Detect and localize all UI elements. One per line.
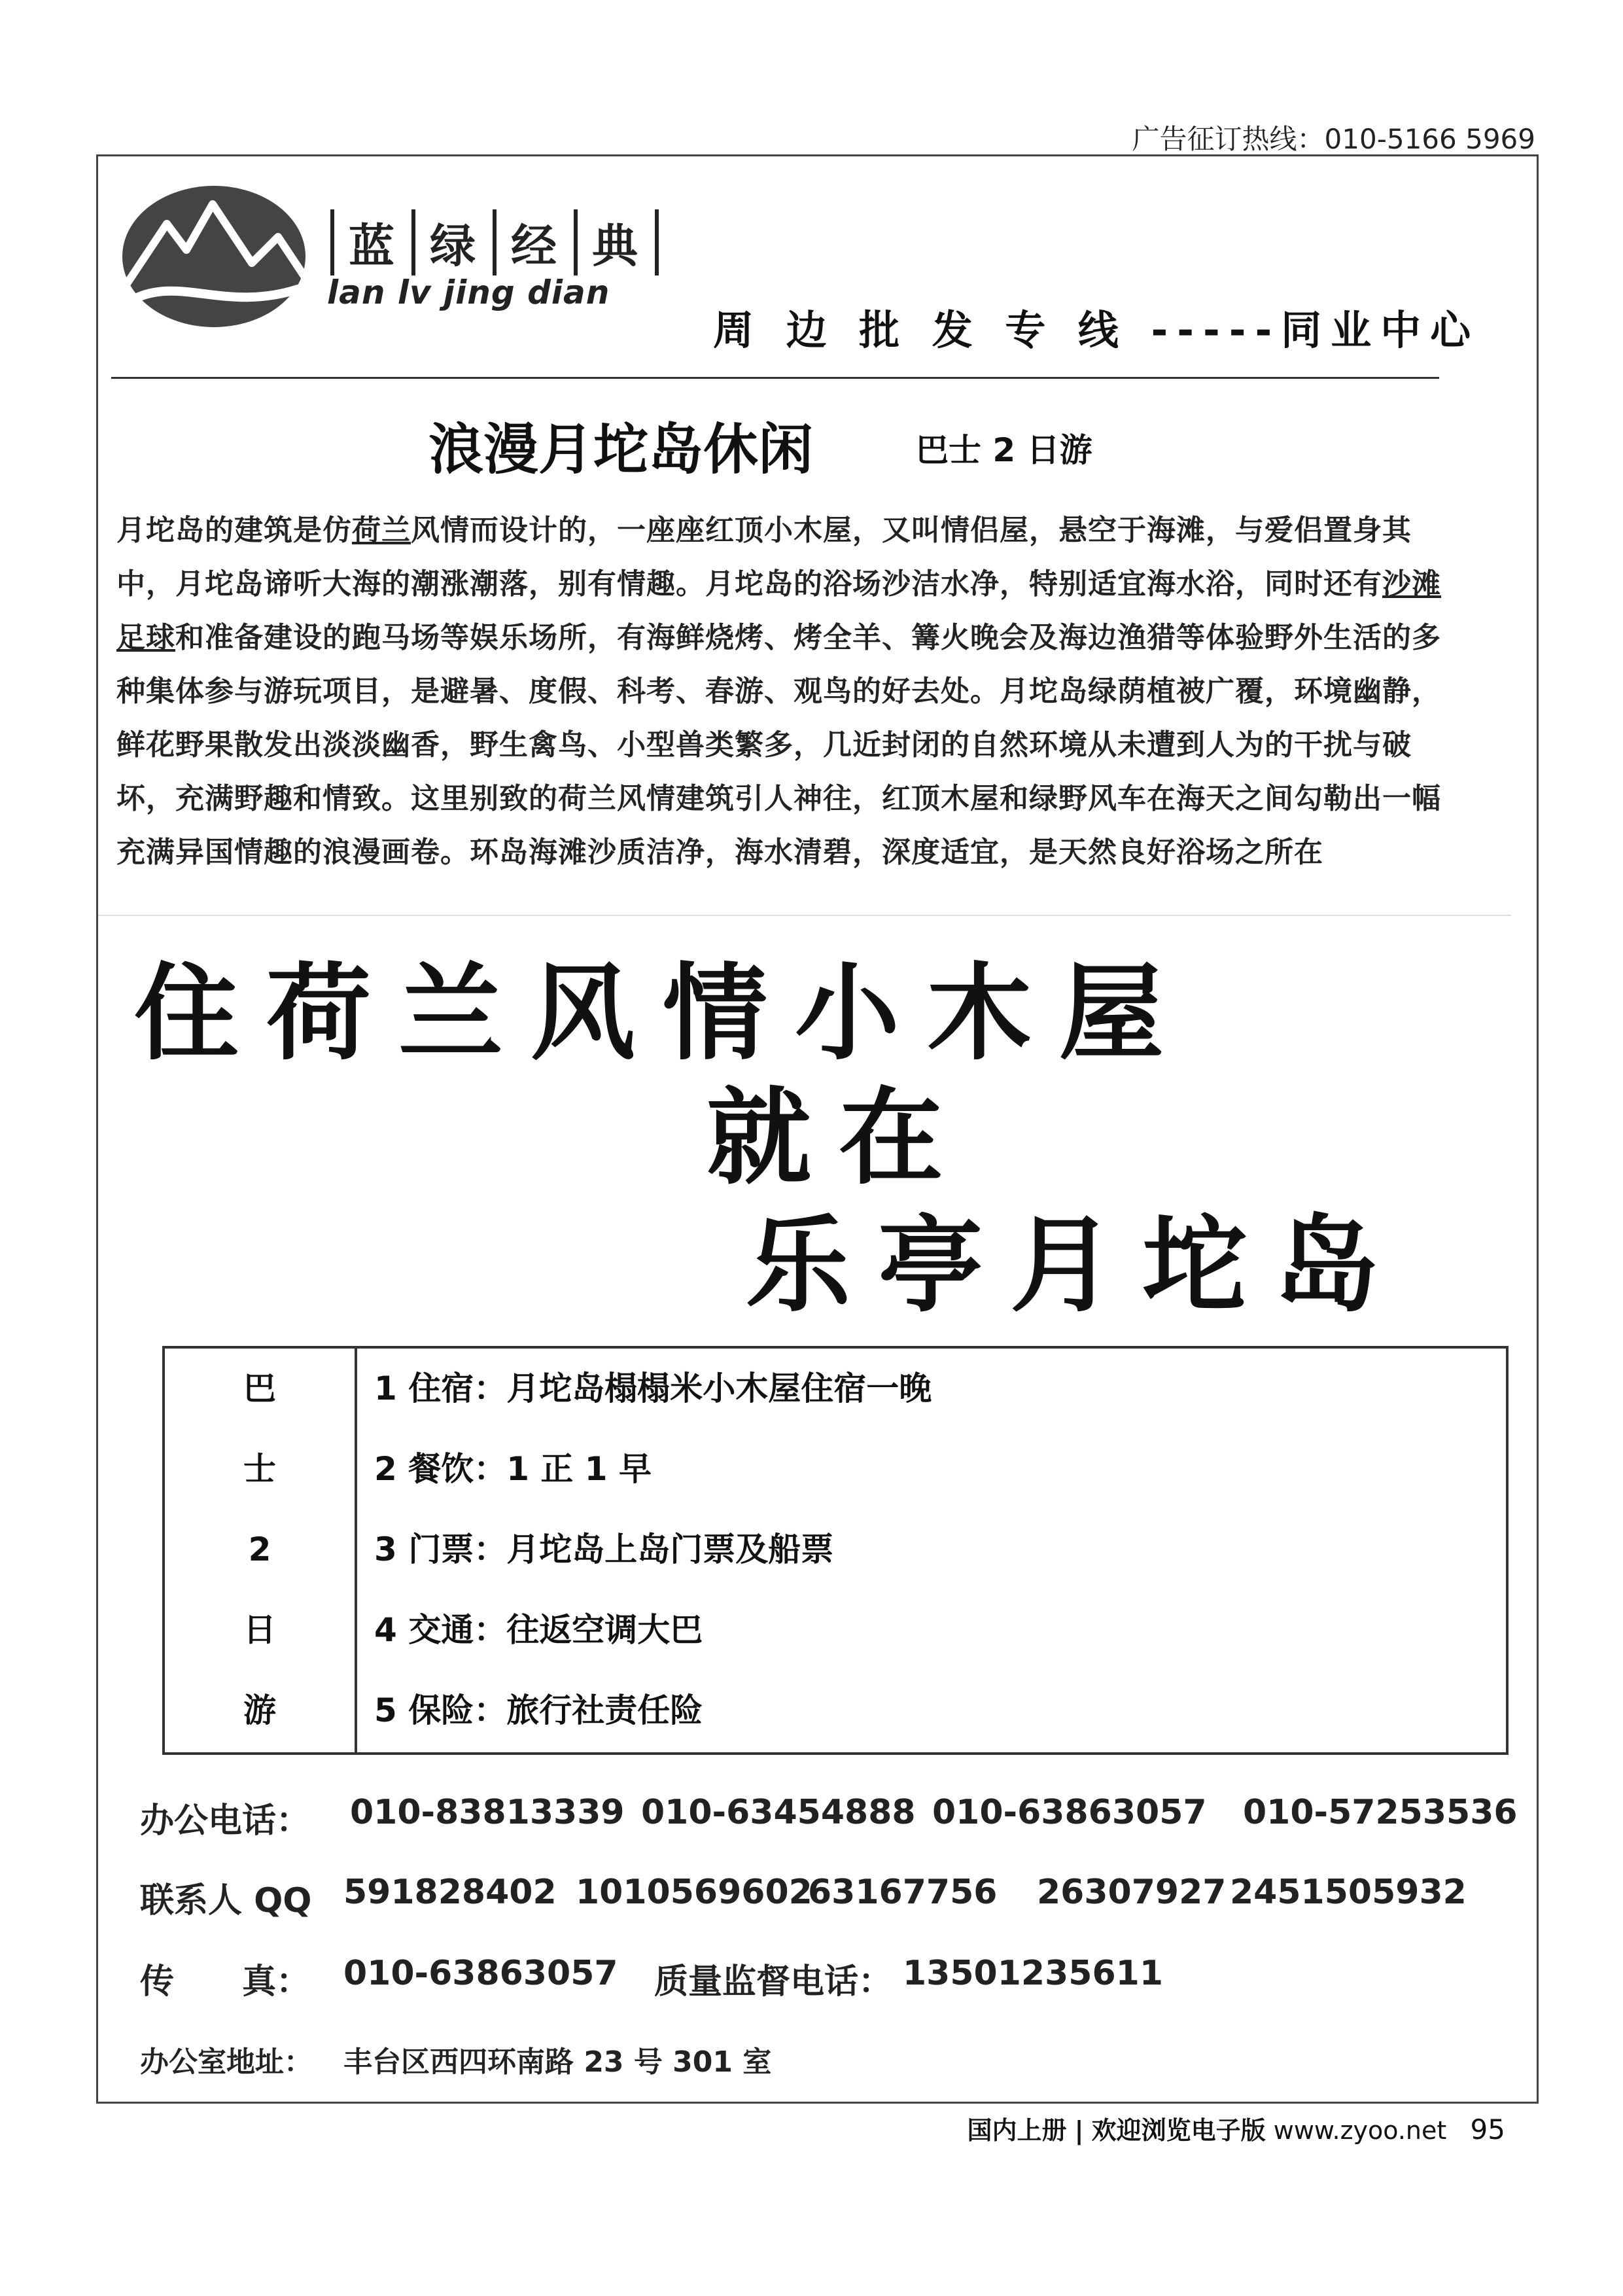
table-row: 3 门票：月坨岛上岛门票及船票 [374,1530,834,1568]
table-row: 5 保险：旅行社责任险 [374,1691,703,1729]
address-text: 丰台区西四环南路 23 号 301 室 [343,2045,772,2079]
page-title: 浪漫月坨岛休闲 [428,417,814,482]
intro-underline: 荷兰 [352,514,411,547]
page-number: 95 [1470,2113,1505,2146]
table-left-cell: 巴 [243,1369,276,1407]
intro-text: 风情而设计的，一座座红顶小木屋，又叫情侣屋，悬空于海滩，与爱侣置身其中，月坨岛谛听大海的潮涨潮落，别有情趣。月坨岛的浴场沙洁水净，特别适宜海水浴，同时还有 [116,514,1412,601]
table-left-cell: 游 [243,1691,276,1729]
quality-label: 质量监督电话： [654,1962,893,2002]
qq-number: 2451505932 [1230,1873,1467,1912]
phone-number: 010-63454888 [641,1793,916,1832]
fax-number: 010-63863057 [343,1954,618,1993]
table-row: 4 交通：往返空调大巴 [374,1611,703,1649]
intro-paragraph [116,504,1444,879]
qq-label: 联系人 QQ [140,1881,312,1920]
subtitle: 周 边 批 发 专 线 -----同业中心 [713,306,1480,354]
qq-number: 26307927 [1037,1873,1227,1912]
fax-label: 传 真： [140,1962,311,2002]
qq-number: 63167756 [808,1873,998,1912]
intro-underline: 沙滩足球 [116,567,1441,654]
table-left-cell: 士 [243,1450,276,1488]
divider [111,377,1439,379]
table-left-cell: 日 [243,1611,276,1649]
logo-text-cn [330,209,659,275]
intro-text: 和准备建设的跑马场等娱乐场所，有海鲜烧烤、烤全羊、篝火晚会及海边渔猎等体验野外生活的多种集体参与游玩项目，是避暑、度假、科考、春游、观鸟的好去处。月坨岛绿荫植被广覆，环境幽静，鲜花野果散发出淡淡幽香，野生禽鸟、小型兽类繁多，几近封闭的自然环境从未遭到人为的干扰与破坏，充满野趣和情致。这里别致的荷兰风情建筑引人神往，红顶木屋和绿野风车在海天之间勾勒出一幅充满异国情趣的浪漫画卷。环岛海滩沙质洁净，海水清碧，深度适宜，是天然良好浴场之所在 [116,621,1441,869]
banner-line-3: 乐亭月坨岛 [746,1204,1407,1326]
address-label: 办公室地址： [140,2045,313,2079]
phone-number: 010-63863057 [932,1793,1207,1832]
footer-separator: | [1074,2116,1084,2145]
banner-divider [98,915,1511,916]
qq-number: 1010569602 [576,1873,812,1912]
table-left-cell: 2 [248,1530,271,1568]
table-right-column [374,1349,932,1751]
qq-number: 591828402 [343,1873,557,1912]
itinerary-table [162,1346,1509,1755]
phone-label: 办公电话： [140,1801,311,1841]
table-row: 2 餐饮：1 正 1 早 [374,1450,652,1488]
footer-book: 国内上册 [967,2116,1067,2145]
banner-line-1: 住荷兰风情小木屋 [134,952,1192,1074]
intro-text: 月坨岛的建筑是仿 [116,514,352,547]
quality-number: 13501235611 [903,1954,1163,1993]
logo-char: 经 [493,209,574,275]
footer-site: www.zyoo.net [1273,2116,1447,2145]
footer-welcome: 欢迎浏览电子版 [1091,2116,1266,2145]
table-divider [355,1349,357,1752]
phone-number: 010-57253536 [1243,1793,1518,1832]
table-left-column [165,1349,355,1751]
ad-hotline: 广告征订热线：010-5166 5969 [1132,123,1535,155]
logo-char: 典 [574,209,659,275]
logo-text-en: lan lv jing dian [327,274,610,311]
banner-line-2: 就在 [707,1076,971,1199]
page-footer [968,2110,1505,2146]
table-row: 1 住宿：月坨岛榻榻米小木屋住宿一晚 [374,1369,932,1407]
logo-char: 绿 [411,209,493,275]
logo-char: 蓝 [330,209,411,275]
mountain-logo-icon [121,185,307,328]
phone-number: 010-83813339 [350,1793,625,1832]
title-sub: 巴士 2 日游 [916,431,1092,469]
